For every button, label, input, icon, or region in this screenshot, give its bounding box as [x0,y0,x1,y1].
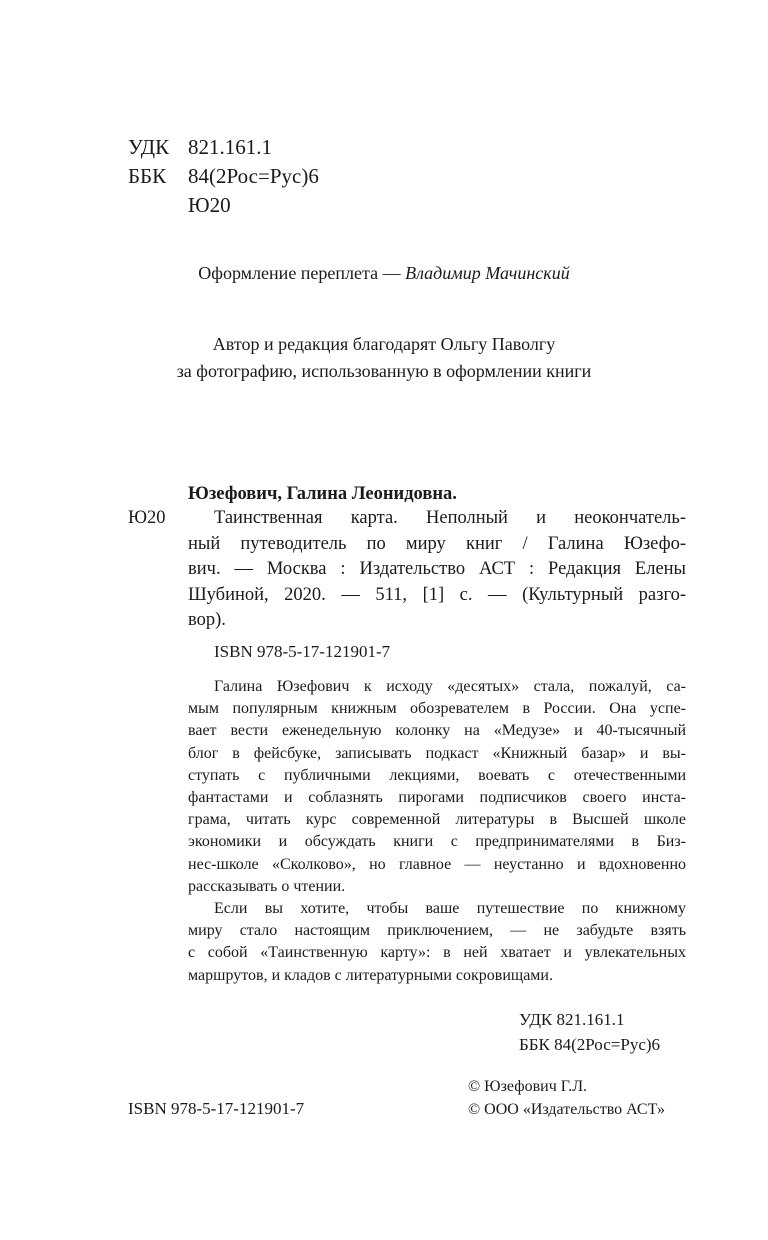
udk-label: УДК [128,135,170,159]
cover-credit-prefix: Оформление переплета — [198,263,406,283]
annotation-line: нес-школе «Сколково», но главное — неустанно и вдохновенно [188,855,686,873]
bbk-row [128,162,319,191]
footer-codes [519,1007,660,1057]
acknowledgement-line-1: Автор и редакция благодарят Ольгу Паволгу [212,334,556,354]
footer-bbk: ББК 84(2Рос=Рус)6 [519,1035,661,1054]
copyright-publisher: © ООО «Издательство АСТ» [468,1101,665,1118]
annotation-line: рассказывать о чтении. [188,877,346,895]
author-mark: Ю20 [188,193,231,217]
annotation-line: мым популярным книжным обозревателем в России. Она успе- [188,700,686,718]
bib-line: Шубиной, 2020. — 511, [1] с. — (Культурный разго- [188,584,686,605]
record-isbn: ISBN 978-5-17-121901-7 [214,642,391,661]
annotation-line: Галина Юзефович к исходу «десятых» стала, пожалуй, са- [214,678,686,695]
bib-line: ный путеводитель по миру книг / Галина Юзефо- [188,533,686,554]
annotation-line: вает вести еженедельную колонку на «Медузе» и 40-тысячный [188,722,686,740]
bbk-value: 84(2Рос=Рус)6 [188,164,319,188]
annotation-line: с собой «Таинственную карту»: в ней хватает и увлекательных [188,944,686,962]
bbk-label: ББК [128,164,167,188]
footer-isbn: ISBN 978-5-17-121901-7 [128,1099,305,1118]
udk-value: 821.161.1 [188,135,272,159]
annotation-line: маршрутов, и кладов с литературными сокровищами. [188,966,553,984]
bibliographic-description [188,506,686,634]
bib-line: Таинственная карта. Неполный и неокончатель- [214,508,686,528]
cover-credit [0,260,768,287]
annotation-line: Если вы хотите, чтобы ваше путешествие по книжному [214,900,686,918]
copyright-author: © Юзефович Г.Л. [468,1078,588,1095]
acknowledgement-line-2: за фотографию, использованную в оформлении книги [176,361,592,381]
record-code: Ю20 [128,508,166,528]
annotation-line: миру стало настоящим приключением, — не забудьте взять [188,922,686,940]
author-mark-row [128,191,319,220]
annotation-line: ступать с публичными лекциями, воевать с отечественными [188,766,686,784]
bib-line: вич. — Москва : Издательство АСТ : Редакция Елены [188,559,686,579]
udk-row [128,133,319,162]
bib-line: вор). [188,610,226,630]
annotation-line: блог в фейсбуке, записывать подкаст «Книжный базар» и вы- [188,744,686,762]
annotation-line: грама, читать курс современной литературы в Высшей школе [188,811,686,829]
annotation-line: экономики и обсуждать книги с предпринимателями в Биз- [188,833,686,851]
copyright-block [468,1075,665,1121]
annotation [188,676,686,987]
record-author: Юзефович, Галина Леонидовна. [188,484,457,504]
annotation-line: фантастами и соблазнять пирогами подписчиков своего инста- [188,789,686,807]
cover-designer-name: Владимир Мачинский [405,263,570,283]
acknowledgement [0,331,768,385]
classification-block [128,133,319,220]
footer-udk: УДК 821.161.1 [519,1010,625,1029]
